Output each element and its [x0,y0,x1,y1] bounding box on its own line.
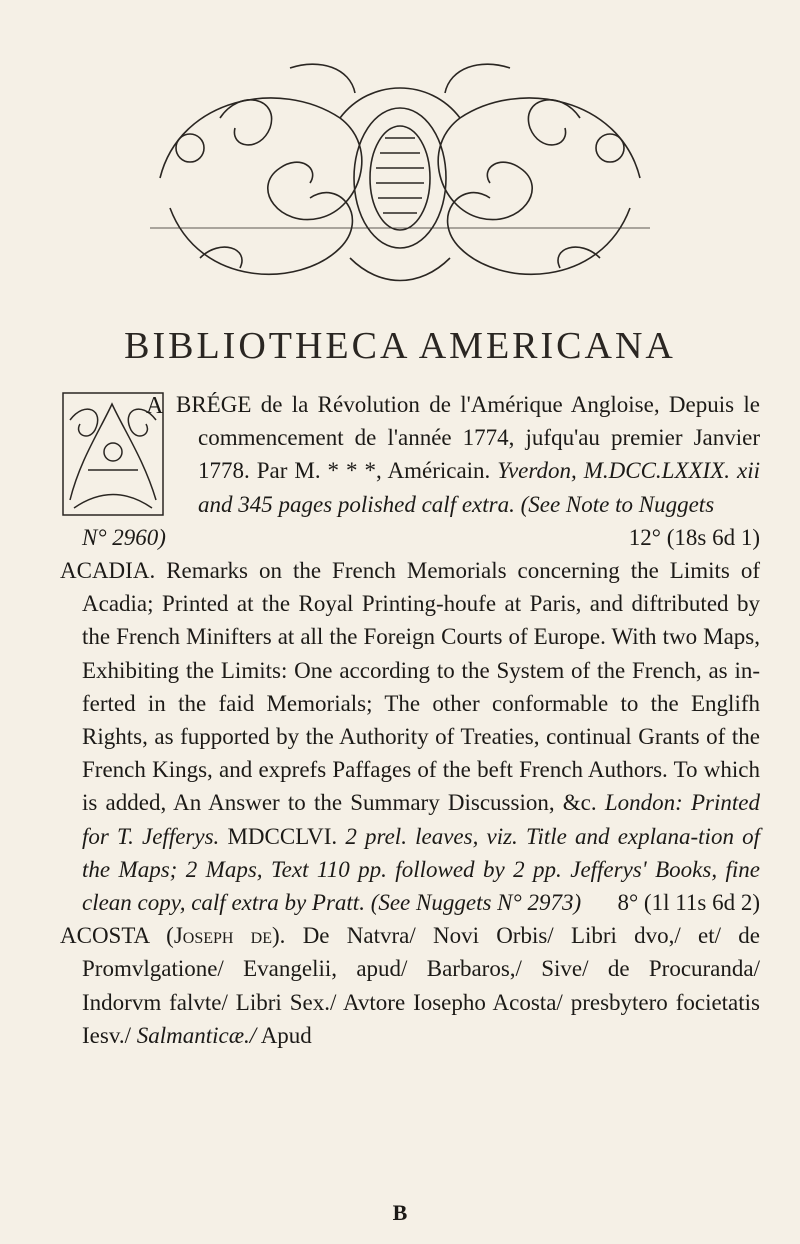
entry-price: 12° (18s 6d 1) [628,524,760,550]
ornamental-headpiece [140,58,660,298]
page-title: BIBLIOTHECA AMERICANA [124,325,676,367]
catalogue-entry-acosta [60,919,760,1052]
entry-place: Salmanticæ./ [136,1022,257,1048]
entry-collation: 2 prel. leaves, viz. Title and explana-tion of the Maps; 2 Maps, Text 110 pp. followed by 2 pp. Jefferys' Books, fine clean copy, calf extra by Pratt. (See Nuggets N° 2973) [82,823,761,916]
entry-heading: ACOSTA ( [60,923,174,949]
entry-text: De Natvra/ Novi Orbis/ Libri dvo,/ et/ de Promvlgatione/ Evangelii, apud/ Barbaros,/ Sive/ de Procuranda/ Indorvm falvte/ Libri Sex./ Avtore Iosepho Acosta/ presbytero focietatis Iesv./ [82,923,760,1048]
entry-text: BRÉGE de la Révolution de l'Amérique Angloise, [176,392,660,417]
catalogue-entry-acadia [60,554,760,919]
signature-mark: B [392,1200,408,1225]
entry-note: pages polished calf extra. (See Note to Nuggets [278,491,715,517]
entry-heading: ACADIA. [60,558,156,584]
entry-text: Depuis le commencement de l'année 1774, [198,392,761,451]
entry-date: MDCCLVI. [227,823,338,849]
entry-imprint: London: Printed for T. Jefferys. [82,790,760,849]
entry-collation: xii and 345 [198,458,761,517]
entry-imprint: Yverdon, M.DCC.LXXIX. [497,458,731,484]
entry-text-tail: Apud [260,1022,312,1048]
entry-note-ref: N° 2960) [82,524,166,550]
entry-text: Américain. [387,458,491,484]
entry-author-name: Joseph de [173,923,273,949]
entry-price: 8° (1l 11s 6d 2) [617,890,760,916]
entry-text: jufqu'au premier Janvier 1778. Par M. * * *, [198,425,760,484]
catalogue-entries [60,388,760,1052]
entry-text: Remarks on the French Memorials concerning the Limits of Acadia; Printed at the Royal Printing-houfe at Paris, and diftributed by the French Minifters at all the Foreign Courts of Europe. With two Maps, Exhibiting the Limits: One according to the System of the French, as in-ferted in the faid Memorials; The other conformable to the Englifh Rights, as fupported by the Authority of Treaties, continual Grants of the French Kings, and exprefs Paffages of the beft French Authors. To which is added, An Answer to the Summary Discussion, &c. [82,558,760,816]
entry-heading-end: ). [272,923,286,949]
catalogue-entry-abrege [60,388,760,554]
decorated-initial: A [60,390,192,518]
